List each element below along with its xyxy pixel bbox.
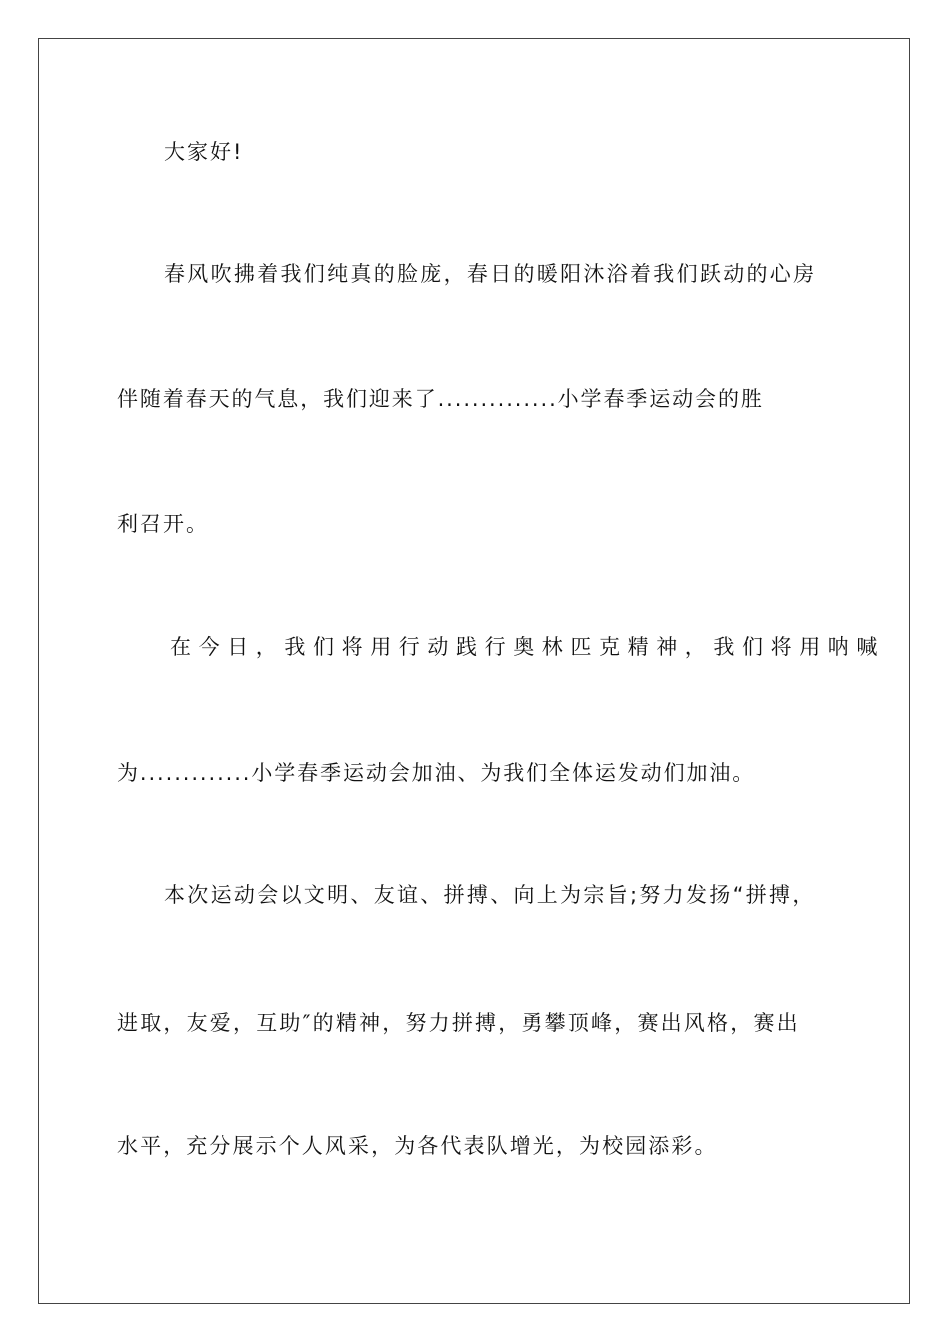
- paragraph-1-line-1: 春风吹拂着我们纯真的脸庞，春日的暖阳沐浴着我们跃动的心房: [164, 262, 817, 286]
- paragraph-3-line-3: 水平，充分展示个人风采，为各代表队增光，为校园添彩。: [117, 1134, 718, 1158]
- greeting-text: 大家好!: [164, 140, 244, 164]
- paragraph-3-line-2: 进取，友爱，互助″的精神，努力拼搏，勇攀顶峰，赛出风格，赛出: [117, 1011, 800, 1035]
- paragraph-1-line-2: 伴随着春天的气息，我们迎来了..............小学春季运动会的胜: [117, 387, 764, 411]
- paragraph-2-line-2: 为.............小学春季运动会加油、为我们全体运发动们加油。: [117, 761, 756, 785]
- paragraph-3-line-1: 本次运动会以文明、友谊、拼搏、向上为宗旨;努力发扬“拼搏，: [164, 883, 816, 907]
- page-border: [38, 38, 910, 1304]
- paragraph-2-line-1: 在今日，我们将用行动践行奥林匹克精神，我们将用呐喊: [170, 635, 885, 659]
- paragraph-1-line-3: 利召开。: [117, 512, 209, 536]
